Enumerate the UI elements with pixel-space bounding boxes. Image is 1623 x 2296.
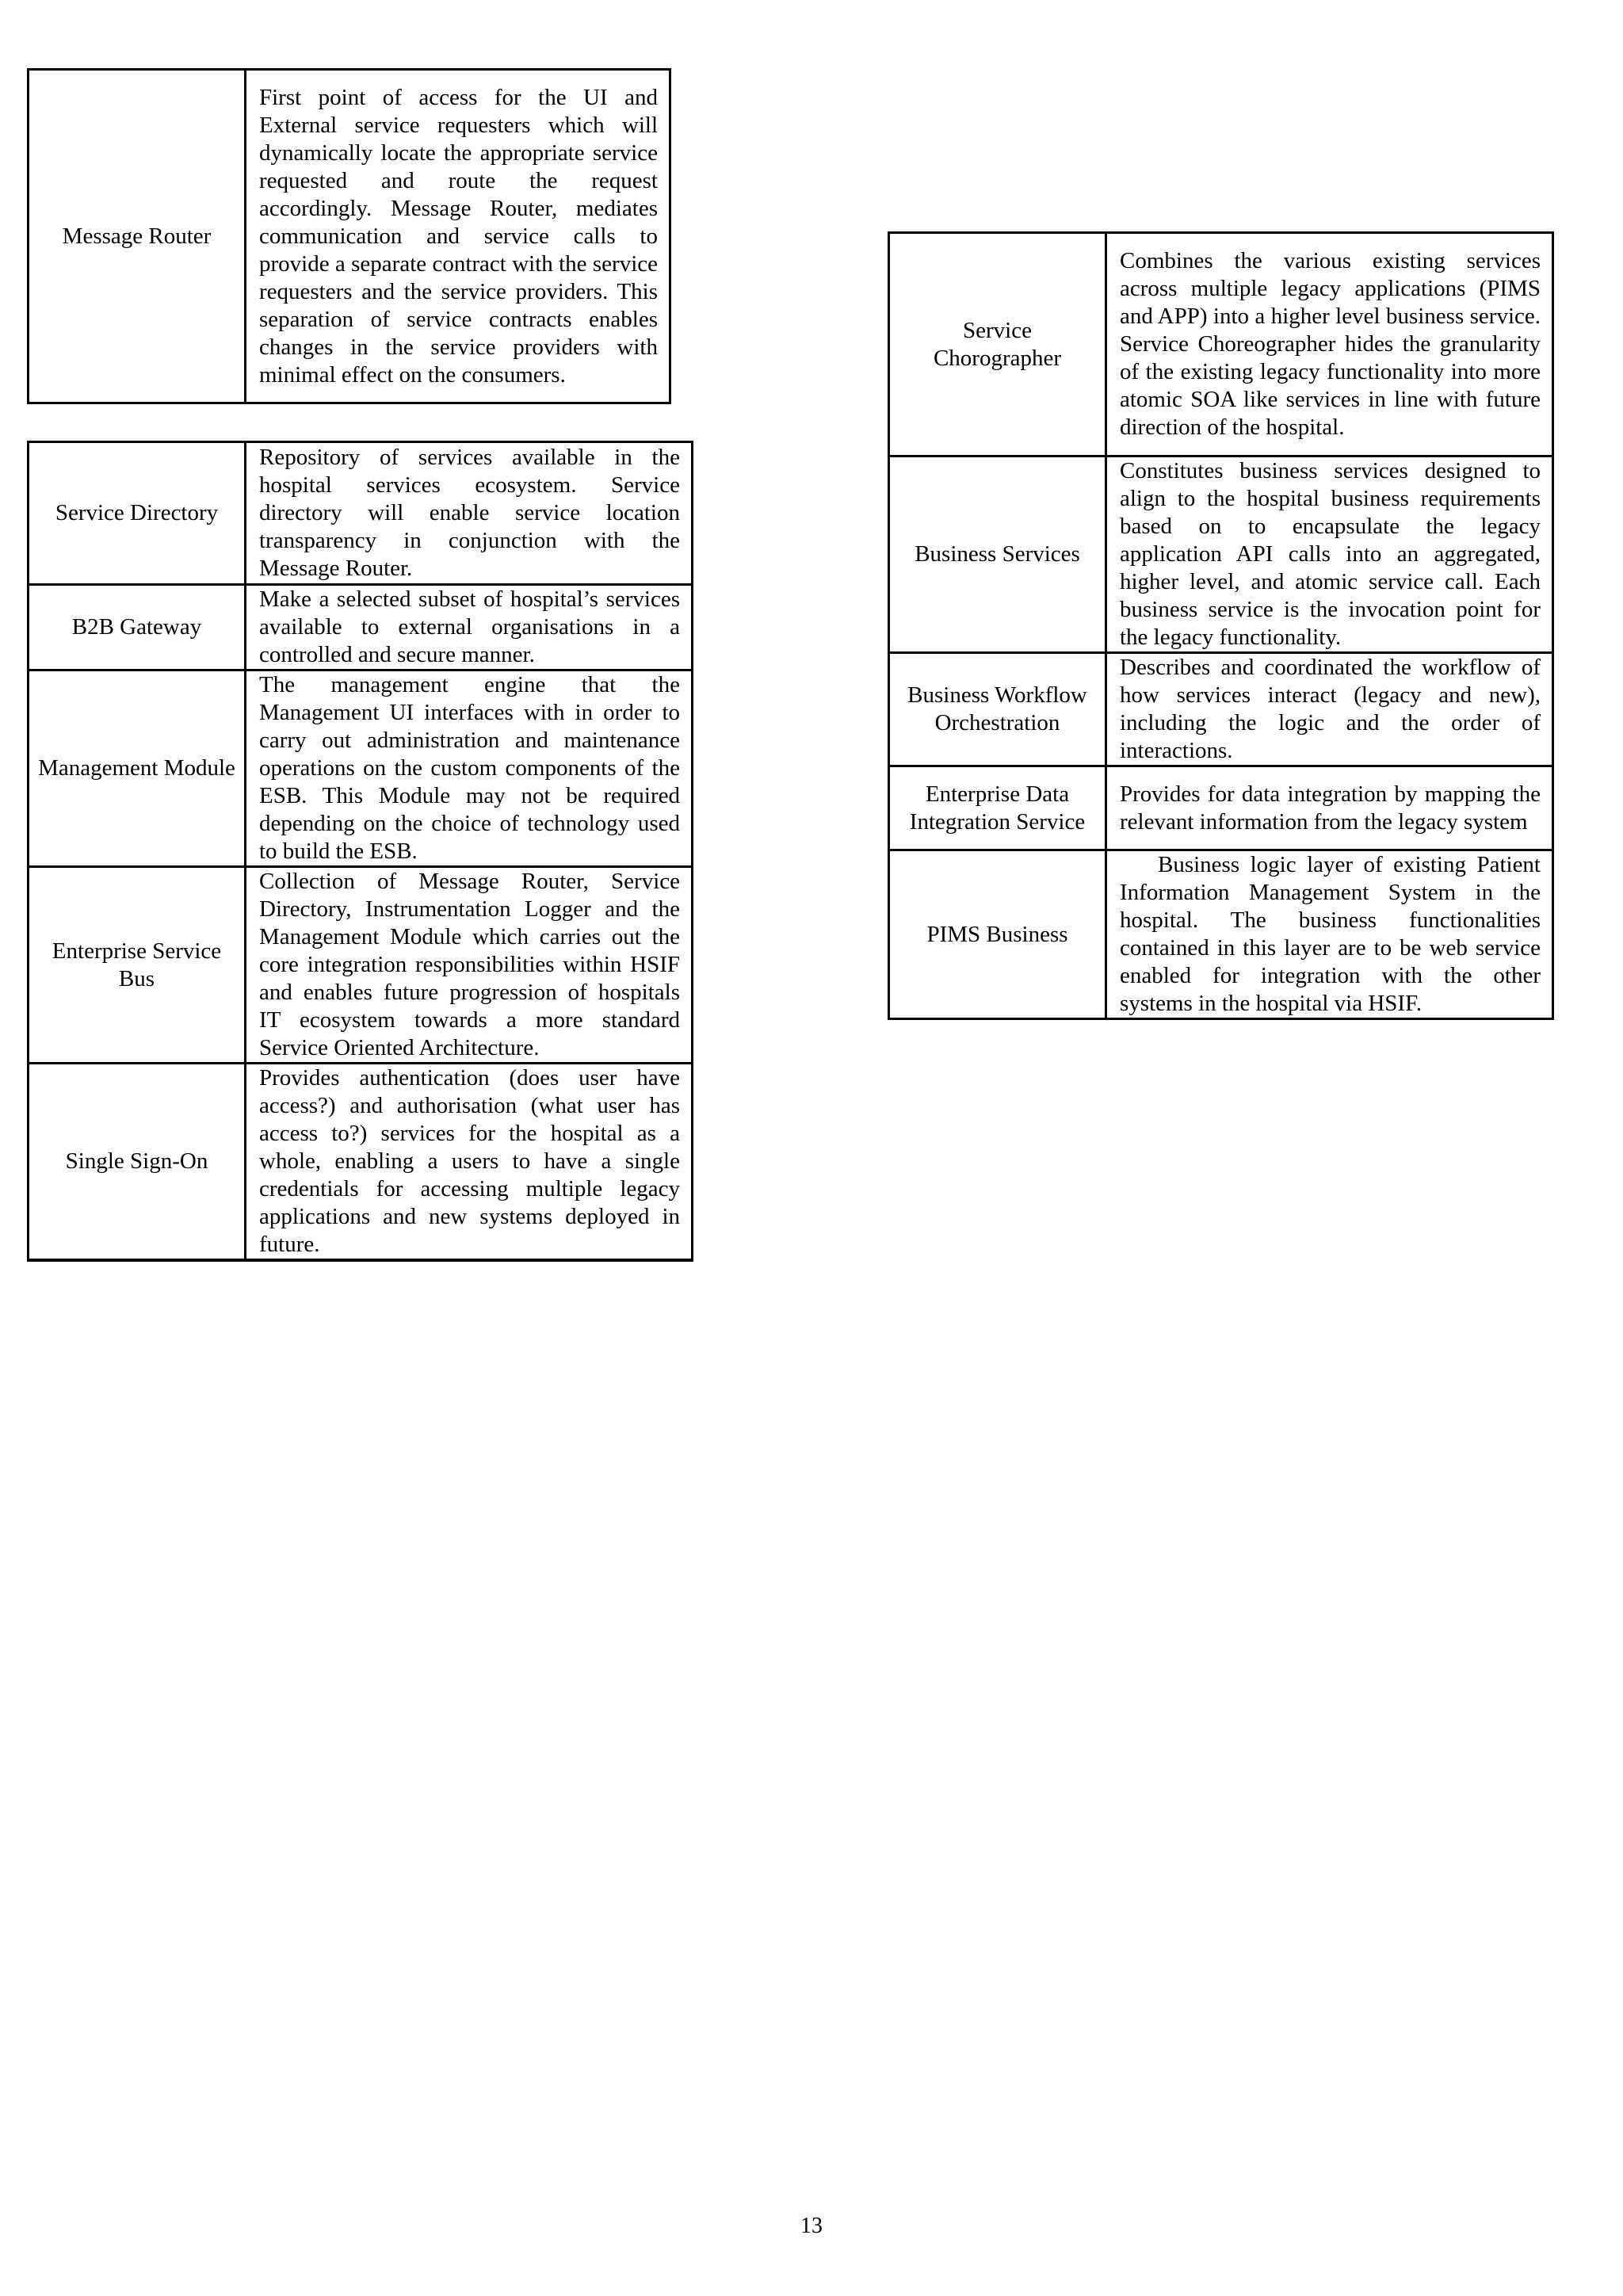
table-row [29,442,693,585]
table-row [889,766,1553,850]
component-name-cell: Message Router [29,70,246,403]
table-row [889,457,1553,653]
component-name-cell: Service Chorographer [889,233,1106,457]
component-table-esb [27,441,693,1262]
page-number: 13 [800,2214,823,2238]
table-row [29,585,693,670]
component-description-cell: Business logic layer of existing Patient Information Management System in the hospital. The business functionalities contained in this layer are to be web service enabled for integration with the other systems in the hospital via HSIF. [1106,850,1553,1019]
component-description-cell: The management engine that the Management UI interfaces with in order to carry out administration and maintenance operations on the custom components of the ESB. This Module may not be required depending on the choice of technology used to build the ESB. [246,670,693,867]
table-row [889,233,1553,457]
component-description-cell: Describes and coordinated the workflow of how services interact (legacy and new), including the logic and the order of interactions. [1106,653,1553,766]
component-description-cell: Make a selected subset of hospital’s services available to external organisations in a controlled and secure manner. [246,585,693,670]
component-name-cell: Enterprise Data Integration Service [889,766,1106,850]
component-name-cell: Service Directory [29,442,246,585]
component-description-cell: First point of access for the UI and External service requesters which will dynamically locate the appropriate service requested and route the request accordingly. Message Router, mediates communication and service calls to provide a separate contract with the service requesters and the service providers. This separation of service contracts enables changes in the service providers with minimal effect on the consumers. [246,70,670,403]
component-name-cell: B2B Gateway [29,585,246,670]
table-row [29,70,670,403]
component-description-cell: Combines the various existing services across multiple legacy applications (PIMS and APP) into a higher level business service. Service Choreographer hides the granularity of the existing legacy functionality into more atomic SOA like services in line with future direction of the hospital. [1106,233,1553,457]
table-row [889,653,1553,766]
component-name-cell: Business Services [889,457,1106,653]
table-row [29,867,693,1064]
component-description-cell: Provides authentication (does user have access?) and authorisation (what user has access to?) services for the hospital as a whole, enabling a users to have a single credentials for accessing multiple legacy applications and new systems deployed in future. [246,1064,693,1261]
table-row [889,850,1553,1019]
table-row [29,670,693,867]
component-description-cell: Collection of Message Router, Service Directory, Instrumentation Logger and the Management Module which carries out the core integration responsibilities within HSIF and enables future progression of hospitals IT ecosystem towards a more standard Service Oriented Architecture. [246,867,693,1064]
component-name-cell: Enterprise Service Bus [29,867,246,1064]
component-name-cell: Single Sign-On [29,1064,246,1261]
component-name-cell: PIMS Business [889,850,1106,1019]
component-name-cell: Business Workflow Orchestration [889,653,1106,766]
component-table-message-router [27,68,671,404]
component-description-cell: Provides for data integration by mapping the relevant information from the legacy system [1106,766,1553,850]
component-table-services [888,231,1554,1020]
component-name-cell: Management Module [29,670,246,867]
component-description-cell: Repository of services available in the hospital services ecosystem. Service directory will enable service location transparency in conjunction with the Message Router. [246,442,693,585]
table-row [29,1064,693,1261]
component-description-cell: Constitutes business services designed to align to the hospital business requirements based on to encapsulate the legacy application API calls into an aggregated, higher level, and atomic service call. Each business service is the invocation point for the legacy functionality. [1106,457,1553,653]
